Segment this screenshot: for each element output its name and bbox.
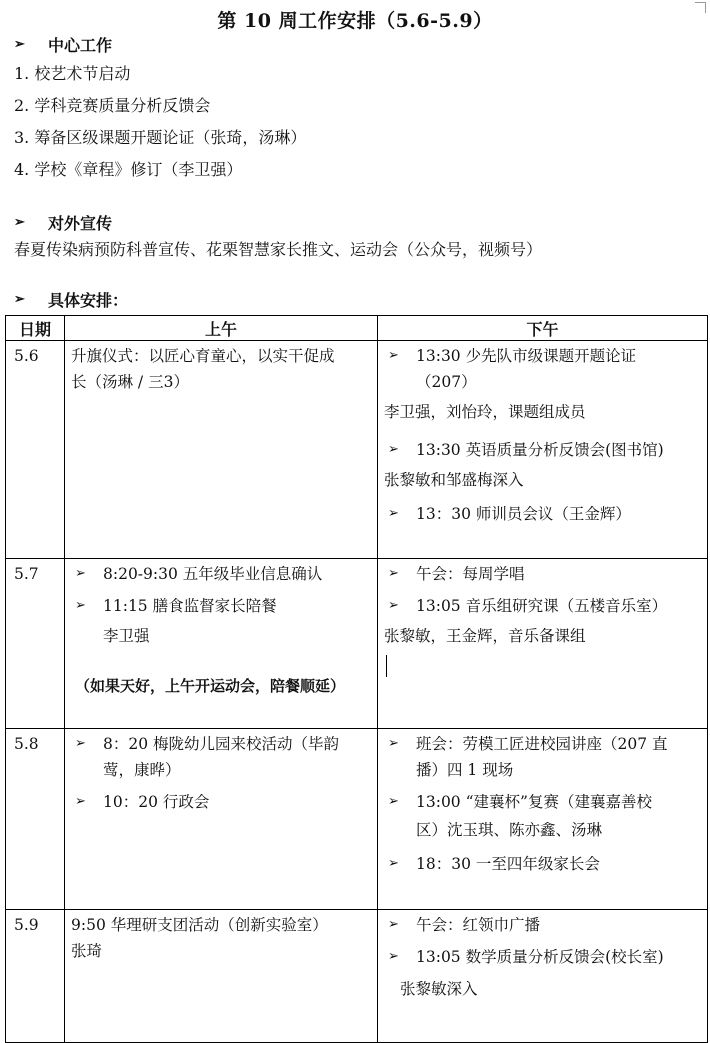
table-row <box>6 729 708 910</box>
pm-bullet-item: ➢ 13:05 音乐组研究课（五楼音乐室） <box>384 593 701 619</box>
schedule-table <box>5 315 708 1043</box>
central-work-heading <box>14 33 112 56</box>
morning-cell <box>65 559 378 729</box>
arrow-bullet-icon: ➢ <box>388 442 399 457</box>
morning-cell <box>65 729 378 910</box>
publicity-text: 春夏传染病预防科普宣传、花栗智慧家长推文、运动会（公众号，视频号） <box>14 240 543 259</box>
central-work-heading-label: 中心工作 <box>48 36 113 55</box>
arrow-bullet-icon: ➢ <box>75 794 86 809</box>
table-row <box>6 559 708 729</box>
arrow-bullet-icon: ➢ <box>388 949 399 964</box>
arrow-bullet-icon: ➢ <box>14 215 25 230</box>
arrow-bullet-icon: ➢ <box>75 736 86 751</box>
header-date: 日期 <box>6 316 65 341</box>
header-morning: 上午 <box>65 316 378 341</box>
am-note: （如果天好，上午开运动会，陪餐顺延） <box>75 677 346 695</box>
am-bullet-item: ➢ 11:15 膳食监督家长陪餐 <box>71 593 371 619</box>
pm-bullet-item: ➢ 13:00 “建襄杯”复赛（建襄嘉善校 <box>384 789 701 815</box>
pm-text-line: 李卫强，刘怡玲，课题组成员 <box>384 403 586 421</box>
morning-cell <box>65 341 378 559</box>
date-cell <box>6 910 65 1043</box>
arrow-bullet-icon: ➢ <box>388 598 399 613</box>
schedule-heading <box>14 288 128 311</box>
am-text-line: 长（汤琳 / 三3） <box>71 373 189 391</box>
date-label: 5.6 <box>14 347 39 365</box>
am-text-line: 9:50 华理研支团活动（创新实验室） <box>71 916 328 934</box>
arrow-bullet-icon: ➢ <box>14 292 25 307</box>
central-item-4: 4. 学校《章程》修订（李卫强） <box>14 160 243 179</box>
afternoon-cell <box>378 559 708 729</box>
central-item-3: 3. 筹备区级课题开题论证（张琦，汤琳） <box>14 128 307 147</box>
pm-bullet-item: ➢ 班会：劳模工匠进校园讲座（207 直 <box>384 731 701 757</box>
pm-bullet-item: ➢ 13：30 师训员会议（王金辉） <box>384 501 701 527</box>
am-bullet-item: ➢ 8：20 梅陇幼儿园来校活动（毕韵 <box>71 731 371 757</box>
header-afternoon: 下午 <box>378 316 708 341</box>
am-text-line: 升旗仪式：以匠心育童心，以实干促成 <box>71 347 335 365</box>
pm-text-line: 播）四 1 现场 <box>416 761 514 779</box>
central-item-2: 2. 学科竞赛质量分析反馈会 <box>14 96 211 115</box>
arrow-bullet-icon: ➢ <box>388 736 399 751</box>
afternoon-cell <box>378 910 708 1043</box>
arrow-bullet-icon: ➢ <box>14 37 25 52</box>
arrow-bullet-icon: ➢ <box>388 566 399 581</box>
pm-bullet-item: ➢ 午会：红领巾广播 <box>384 912 701 938</box>
morning-cell <box>65 910 378 1043</box>
date-label: 5.9 <box>14 916 39 934</box>
afternoon-cell <box>378 729 708 910</box>
arrow-bullet-icon: ➢ <box>75 598 86 613</box>
pm-text-line: 张黎敏，王金辉，音乐备课组 <box>384 627 586 645</box>
pm-bullet-item: ➢ 18：30 一至四年级家长会 <box>384 851 701 877</box>
date-label: 5.8 <box>14 735 39 753</box>
table-row <box>6 910 708 1043</box>
pm-text-line: （207） <box>416 373 477 391</box>
table-header-row <box>6 316 708 341</box>
date-cell <box>6 559 65 729</box>
pm-bullet-item: ➢ 13:30 英语质量分析反馈会(图书馆) <box>384 437 701 463</box>
date-label: 5.7 <box>14 565 39 583</box>
arrow-bullet-icon: ➢ <box>388 917 399 932</box>
schedule-heading-label: 具体安排： <box>48 291 129 310</box>
publicity-heading-label: 对外宣传 <box>48 214 113 233</box>
pm-text-line: 区）沈玉琪、陈亦鑫、汤琳 <box>416 821 603 839</box>
afternoon-cell <box>378 341 708 559</box>
pm-text-line: 张黎敏深入 <box>400 980 478 998</box>
page-title: 第 10 周工作安排（5.6-5.9） <box>217 10 493 32</box>
pm-bullet-item: ➢ 午会：每周学唱 <box>384 561 701 587</box>
date-cell <box>6 729 65 910</box>
date-cell <box>6 341 65 559</box>
pm-bullet-item: ➢ 13:05 数学质量分析反馈会(校长室) <box>384 944 701 970</box>
central-item-1: 1. 校艺术节启动 <box>14 64 131 83</box>
arrow-bullet-icon: ➢ <box>388 348 399 363</box>
am-bullet-item: ➢ 10：20 行政会 <box>71 789 371 815</box>
arrow-bullet-icon: ➢ <box>388 856 399 871</box>
arrow-bullet-icon: ➢ <box>75 566 86 581</box>
text-cursor <box>386 655 387 677</box>
table-row <box>6 341 708 559</box>
arrow-bullet-icon: ➢ <box>388 794 399 809</box>
am-text-line: 李卫强 <box>103 627 150 645</box>
publicity-heading <box>14 211 112 234</box>
arrow-bullet-icon: ➢ <box>388 506 399 521</box>
pm-text-line: 张黎敏和邹盛梅深入 <box>384 471 524 489</box>
am-text-line: 张琦 <box>71 942 103 960</box>
pm-bullet-item: ➢ 13:30 少先队市级课题开题论证 <box>384 343 701 369</box>
am-bullet-item: ➢ 8:20-9:30 五年级毕业信息确认 <box>71 561 371 587</box>
am-text-line: 莺，康晔） <box>103 761 181 779</box>
